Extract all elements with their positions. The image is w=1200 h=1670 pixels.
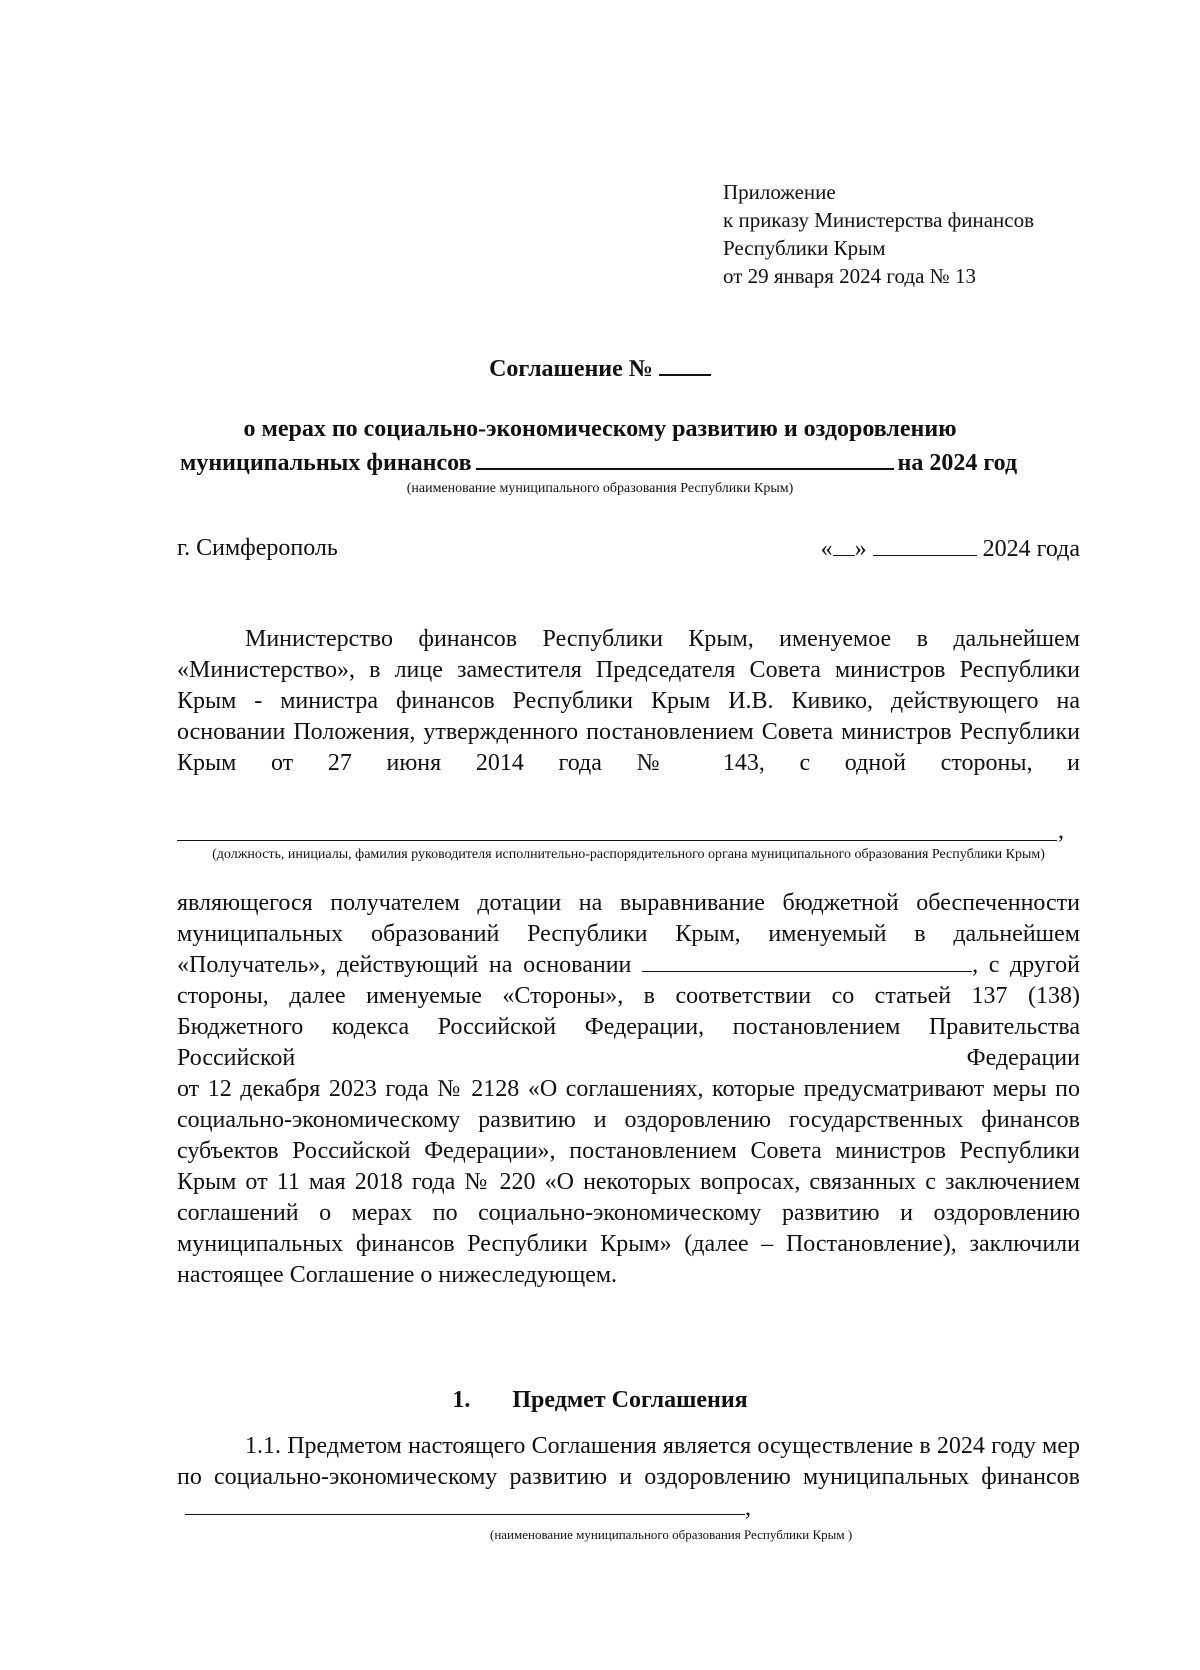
paragraph-1 [177, 624, 1080, 779]
subtitle-line-2-left: муниципальных финансов [180, 450, 472, 476]
document-title [0, 352, 1200, 383]
date-quote-close: » [854, 536, 867, 562]
approval-line-4: от 29 января 2024 года № 13 [723, 264, 976, 288]
head-name-hint: (должность, инициалы, фамилия руководителя исполнительно-распорядительного органа муниципального образования Республики Крым) [212, 847, 1045, 862]
date-year: 2024 года [982, 536, 1080, 562]
section-1-number: 1. [452, 1387, 471, 1413]
paragraph-3 [177, 1431, 1080, 1524]
paragraph-2-part-b: , с другой стороны, далее именуемые «Стороны», в соответствии со статьей 137 (138) Бюджетного кодекса Российской Федерации, постановлением Правительства Российской Федерации [177, 952, 1081, 1071]
head-name-blank [177, 840, 1057, 841]
approval-line-1: Приложение [723, 180, 836, 204]
basis-blank [642, 951, 972, 972]
month-blank [873, 535, 977, 556]
paragraph-1-end: и [1067, 750, 1080, 776]
section-1-title: Предмет Соглашения [512, 1387, 748, 1413]
agreement-number-blank [659, 352, 711, 376]
paragraph-2 [177, 888, 1080, 1291]
municipality-blank-2 [185, 1494, 745, 1515]
date-quote-open: « [820, 536, 833, 562]
day-blank [833, 535, 855, 556]
subtitle-line-2-right: на 2024 год [897, 450, 1018, 476]
paragraph-2-part-a: являющегося получателем дотации на выравнивание бюджетной обеспеченности муниципальных образований Республики Крым, именуемый в дальнейшем «Получатель», действующий на основании [177, 890, 1080, 978]
municipality-hint: (наименование муниципального образования Республики Крым) [406, 481, 794, 496]
agreement-date [821, 535, 1080, 563]
city: г. Симферополь [177, 535, 338, 561]
subtitle-line-2 [180, 446, 1080, 477]
approval-block [723, 178, 1034, 290]
paragraph-1-text: Министерство финансов Республики Крым, именуемое в дальнейшем «Министерство», в лице заместителя Председателя Совета министров Республики Крым - министра финансов Республики Крым И.В. Кивико, действующего на основании Положения, утвержденного постановлением Совета министров Республики Крым от 27 июня 2014 года № 143, с одной стороны, [177, 626, 1080, 776]
head-name-comma: , [1058, 818, 1064, 844]
paragraph-3-comma: , [745, 1495, 751, 1521]
section-1-heading [0, 1387, 1200, 1414]
subtitle-line-1: о мерах по социально-экономическому развитию и оздоровлению [243, 416, 957, 442]
paragraph-2-part-c: от 12 декабря 2023 года № 2128 «О соглашениях, которые предусматривают меры по социально-экономическому развитию и оздоровлению государственных финансов субъектов Российской Федерации», постановлением Совета министров Республики Крым от 11 мая 2018 года № 220 «О некоторых вопросах, связанных с заключением соглашений о мерах по социально-экономическому развитию и оздоровлению муниципальных финансов Республики Крым» (далее – Постановление), заключили настоящее Соглашение о нижеследующем. [177, 1076, 1080, 1288]
municipality-hint-2: (наименование муниципального образования Республики Крым ) [490, 1527, 853, 1542]
municipality-blank [476, 446, 894, 470]
paragraph-3-text: 1.1. Предметом настоящего Соглашения является осуществление в 2024 году мер по социально-экономическому развитию и оздоровлению муниципальных финансов [177, 1433, 1080, 1490]
approval-line-3: Республики Крым [723, 236, 886, 260]
document-title-text: Соглашение № [489, 356, 653, 382]
approval-line-2: к приказу Министерства финансов [723, 208, 1035, 232]
